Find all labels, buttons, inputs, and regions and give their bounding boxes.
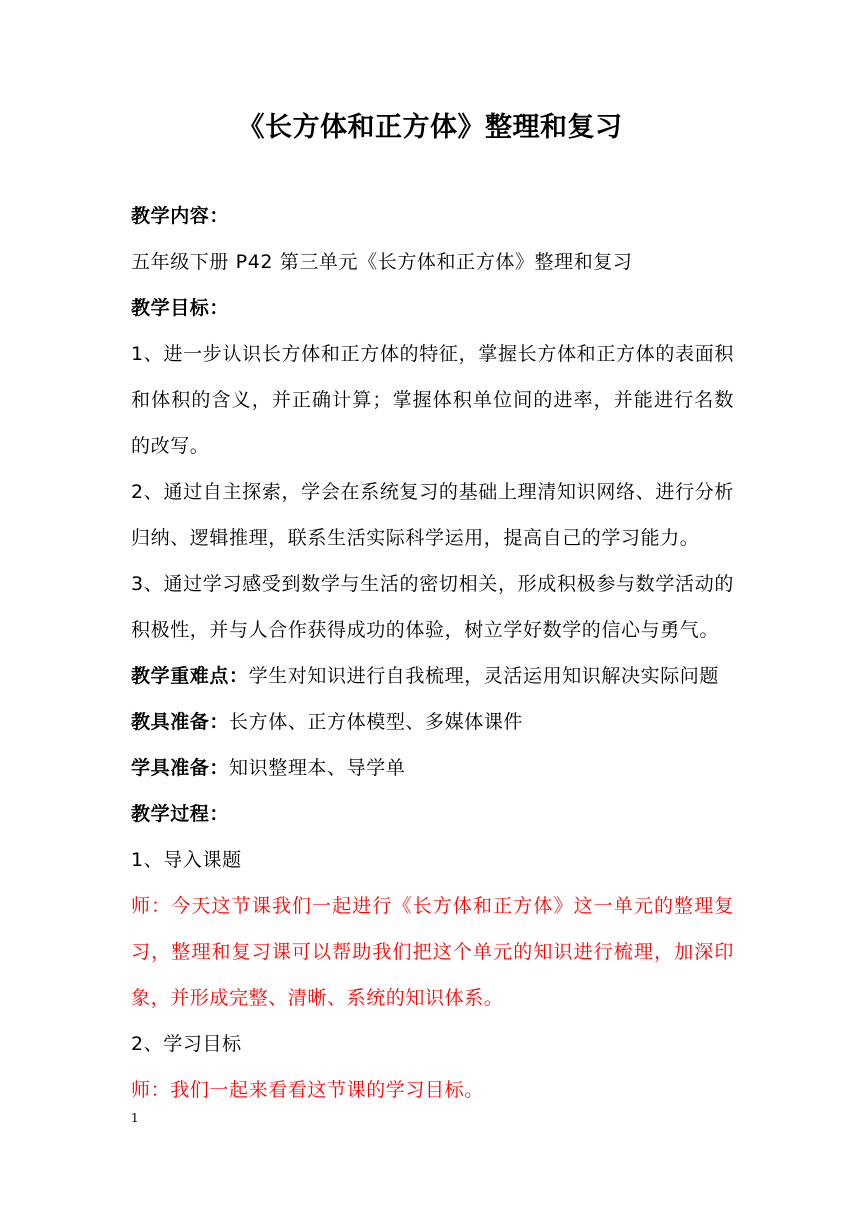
student-prep-line [131, 745, 734, 791]
student-prep-text: 知识整理本、导学单 [229, 757, 406, 779]
teacher-prep-label: 教具准备： [131, 711, 230, 733]
step-2-teacher-speech: 师：我们一起来看看这节课的学习目标。 [131, 1079, 484, 1101]
key-points-line [131, 653, 734, 699]
teaching-content-heading: 教学内容： [131, 205, 230, 227]
step-2-title: 2、学习目标 [131, 1033, 242, 1055]
student-prep-label: 学具准备： [131, 757, 230, 779]
step-1-teacher-speech: 师：今天这节课我们一起进行《长方体和正方体》这一单元的整理复习，整理和复习课可以帮助我们把这个单元的知识进行梳理，加深印象，并形成完整、清晰、系统的知识体系。 [131, 895, 734, 1009]
page-number: 1 [131, 1111, 139, 1125]
document-title: 《长方体和正方体》整理和复习 [237, 112, 623, 143]
teaching-process-heading: 教学过程： [131, 803, 230, 825]
document-body [131, 193, 734, 1113]
step-1-title: 1、导入课题 [131, 849, 242, 871]
objective-item-1: 1、进一步认识长方体和正方体的特征，掌握长方体和正方体的表面积和体积的含义，并正确计算；掌握体积单位间的进率，并能进行名数的改写。 [131, 343, 734, 457]
teaching-content-text: 五年级下册 P42 第三单元《长方体和正方体》整理和复习 [131, 251, 633, 273]
teacher-prep-line [131, 699, 734, 745]
key-points-label: 教学重难点： [131, 665, 249, 687]
objective-item-2: 2、通过自主探索，学会在系统复习的基础上理清知识网络、进行分析归纳、逻辑推理，联系生活实际科学运用，提高自己的学习能力。 [131, 481, 734, 549]
key-points-text: 学生对知识进行自我梳理，灵活运用知识解决实际问题 [248, 665, 720, 687]
teacher-prep-text: 长方体、正方体模型、多媒体课件 [229, 711, 524, 733]
objective-item-3: 3、通过学习感受到数学与生活的密切相关，形成积极参与数学活动的积极性，并与人合作获得成功的体验，树立学好数学的信心与勇气。 [131, 573, 734, 641]
teaching-objectives-heading: 教学目标： [131, 297, 230, 319]
